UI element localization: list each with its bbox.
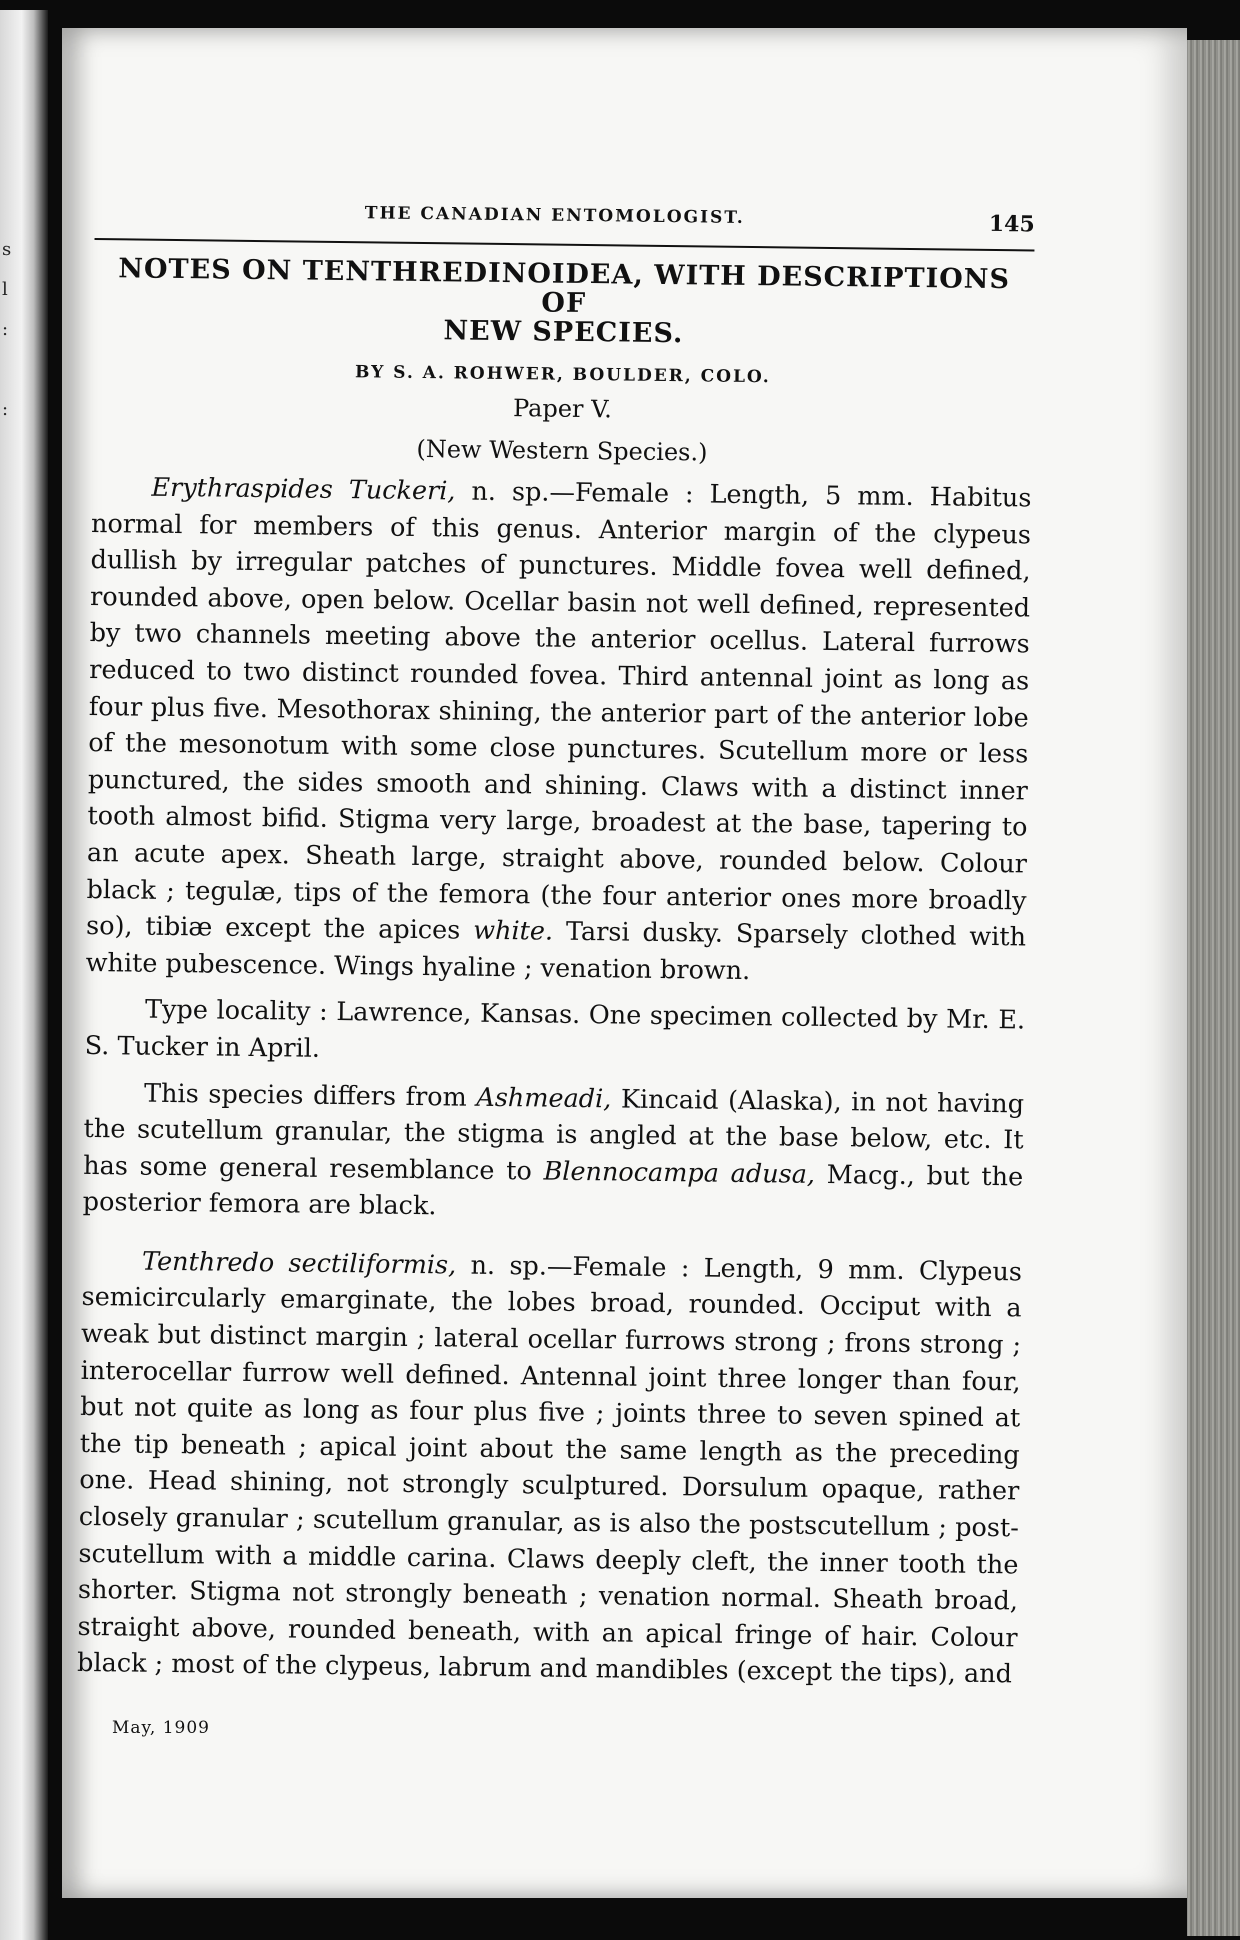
footer-date: May, 1909 bbox=[112, 1718, 210, 1738]
paragraph-text: Tarsi dusky. Sparsely clothed with white pubescence. Wings hyaline ; venation brown. bbox=[85, 916, 1027, 986]
paper-number: Paper V. bbox=[512, 394, 613, 424]
article-title-line1: NOTES ON TENTHREDINOIDEA, WITH DESCRIPTIONS OF bbox=[118, 253, 1011, 320]
paragraph-erythraspides bbox=[85, 469, 1031, 993]
page-stack-edge bbox=[1187, 40, 1240, 1936]
page-number: 145 bbox=[988, 210, 1035, 238]
species-name: Blennocampa adusa, bbox=[543, 1156, 816, 1190]
paragraph-text: n. sp.—Female : Length, 5 mm. Habitus normal for members of this genus. Anterior margin of the clypeus dullish by irregular patches of punctures. Middle fovea well defined, rounded above, open below. Ocellar basin not well defined, represented by two channels meeting above the anterior ocellus. Lateral furrows reduced to two distinct rounded fovea. Third antennal joint as long as four plus five. Mesothorax shining, the anterior part of the anterior lobe of the mesonotum with some close punctures. Scutellum more or less punctured, the sides smooth and shining. Claws with a distinct inner tooth almost bifid. Stigma very large, broadest at the base, tapering to an acute apex. Sheath large, straight above, rounded below. Colour black ; tegulæ, tips of the femora (the four anterior ones more broadly so), tibiæ except the apices bbox=[85, 476, 1032, 946]
article-title bbox=[93, 254, 1034, 352]
paragraph-text: Macg., but the posterior femora are black. bbox=[82, 1159, 1024, 1222]
species-name: Erythraspides Tuckeri, bbox=[151, 472, 456, 507]
paragraph-text: n. sp.—Female : Length, 9 mm. Clypeus semicircularly emarginate, the lobes broad, rounded. Occiput with a weak but distinct margin ; lateral ocellar furrows strong ; frons strong ; interocellar furrow well defined. Antennal joint three longer than four, but not quite as long as four plus five ; joints three to seven spined at the tip beneath ; apical joint about the same length as the preceding one. Head shining, not strongly sculptured. Dorsulum opaque, rather closely granular ; scutellum granular, as is also the postscutellum ; post-scutellum with a middle carina. Claws deeply cleft, the inner tooth the shorter. Stigma not strongly beneath ; venation normal. Sheath broad, straight above, rounded beneath, with an apical fringe of hair. Colour black ; most of the clypeus, labrum and mandibles (except the tips), and bbox=[76, 1250, 1023, 1690]
emphasis-text: white. bbox=[460, 915, 554, 947]
adjacent-page-margin-marks: s l : : bbox=[2, 239, 12, 420]
species-name: Ashmeadi, bbox=[476, 1082, 612, 1114]
section-note: (New Western Species.) bbox=[416, 434, 708, 467]
paragraph-type-locality bbox=[84, 991, 1025, 1076]
species-name: Tenthredo sectiliformis, bbox=[141, 1246, 457, 1281]
running-title: THE CANADIAN ENTOMOLOGIST. bbox=[364, 203, 745, 228]
paragraph-tenthredo bbox=[77, 1243, 1022, 1694]
paragraph-text: Kincaid (Alaska), in not having the scutellum granular, the stigma is angled at the base below, etc. It has some general resemblance to bbox=[83, 1083, 1025, 1187]
byline: BY S. A. ROHWER, BOULDER, COLO. bbox=[354, 362, 771, 388]
paragraph-comparison bbox=[83, 1074, 1025, 1232]
article-title-line2: NEW SPECIES. bbox=[443, 315, 684, 350]
paragraph-text: This species differs from bbox=[143, 1078, 477, 1113]
page-content bbox=[77, 200, 1035, 1693]
paragraph-text: Type locality : Lawrence, Kansas. One specimen collected by Mr. E. S. Tucker in April. bbox=[84, 994, 1026, 1064]
scan-top-border bbox=[0, 0, 1240, 30]
